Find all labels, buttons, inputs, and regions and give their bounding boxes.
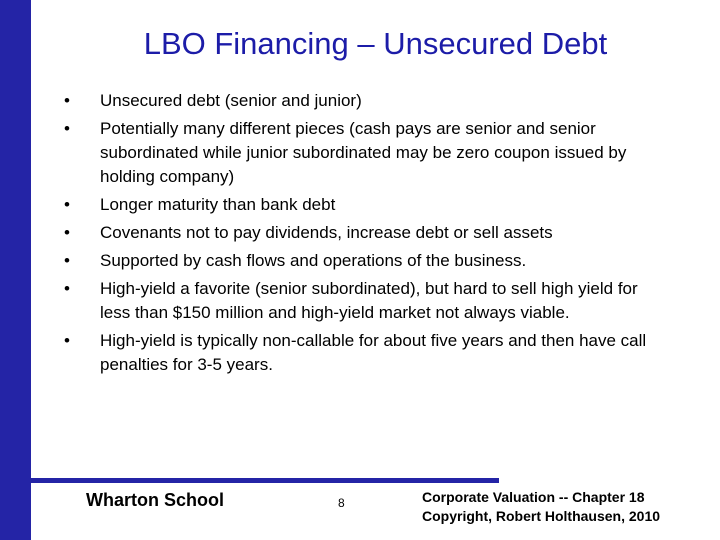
slide-title: LBO Financing – Unsecured Debt [143,26,608,61]
footer-course-title: Corporate Valuation -- Chapter 18 [422,489,645,505]
left-accent-bar [0,0,31,540]
bullet-text: Unsecured debt (senior and junior) [100,91,362,110]
bullet-item [64,249,664,273]
bullet-marker: • [64,119,70,138]
bullet-item [64,221,664,245]
bullet-item [64,193,664,217]
bullet-marker: • [64,279,70,298]
bullet-marker: • [64,223,70,242]
bullet-marker: • [64,195,70,214]
bullet-text: Longer maturity than bank debt [100,195,336,214]
bullet-text: Supported by cash flows and operations of the business. [100,251,527,270]
footer-divider [31,478,499,483]
bullet-item [64,329,664,377]
footer-page-number: 8 [338,496,345,510]
bullet-list [64,89,664,381]
footer-copyright: Copyright, Robert Holthausen, 2010 [422,508,661,524]
bullet-text: High-yield is typically non-callable for about five years and then have call penalties for 3-5 years. [100,331,647,374]
bullet-marker: • [64,251,70,270]
footer-course-info [422,488,660,526]
bullet-text: Potentially many different pieces (cash pays are senior and senior subordinated while junior subordinated may be zero coupon issued by holding company) [100,119,627,186]
bullet-item [64,277,664,325]
bullet-text: Covenants not to pay dividends, increase debt or sell assets [100,223,553,242]
bullet-marker: • [64,91,70,110]
bullet-item [64,89,664,113]
bullet-marker: • [64,331,70,350]
bullet-item [64,117,664,189]
bullet-text: High-yield a favorite (senior subordinated), but hard to sell high yield for less than $150 million and high-yield market not always viable. [100,279,638,322]
footer-school-name: Wharton School [86,490,224,510]
